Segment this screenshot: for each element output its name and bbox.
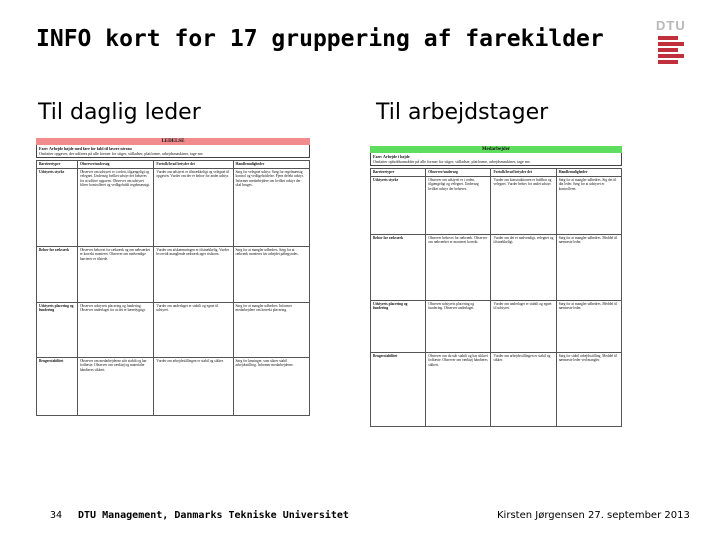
column-header: Observer/undersøg bbox=[426, 169, 491, 177]
leader-table-header-row bbox=[37, 161, 310, 169]
leader-heading: Til daglig leder bbox=[38, 100, 201, 125]
observe-cell: Observer om udstyret er i orden, tilgængeligt og velegnet. Undersøg hvilket udstyr der behøves. bbox=[426, 176, 491, 234]
interpret-cell: Vurder om konstruktionen er holdbar og velegnet. Vurder behov for andet udstyr. bbox=[491, 176, 556, 234]
observe-cell: Observer om medarbejderne står stabilt og har fodfæste. Observer om værktøj og materialer håndteres sikkert. bbox=[77, 357, 153, 415]
act-cell: Sørg for at mangler udbedres. Meddel til nærmeste leder. bbox=[556, 300, 621, 352]
barrier-type: Udstyrets styrke bbox=[371, 176, 426, 234]
interpret-cell: Vurder om afskærmningen er tilstrækkelig. Vurder hvorvidt manglende rækværk øger risikoen. bbox=[154, 246, 233, 302]
act-cell: Sørg for velegnet udstyr. Sørg for regelmæssig kontrol og vedligeholdelse. Fjern defekt udstyr. Informer medarbejdere om hvilket udstyr der skal bruges. bbox=[233, 168, 309, 246]
worker-table-header-row bbox=[371, 169, 622, 177]
barrier-type: Udstyrets placering og fundering bbox=[371, 300, 426, 352]
dtu-logo-bars bbox=[658, 36, 684, 66]
slide-title: INFO kort for 17 gruppering af farekilder bbox=[36, 26, 604, 52]
column-header: Barrieretyper bbox=[371, 169, 426, 177]
table-row bbox=[37, 302, 310, 357]
act-cell: Sørg for at mangler udbedres. Informer medarbejdere om korrekt placering. bbox=[233, 302, 309, 357]
table-row bbox=[371, 300, 622, 352]
column-header: Fortolk/hvad betyder det bbox=[154, 161, 233, 169]
barrier-type: Udstyrets styrke bbox=[37, 168, 78, 246]
table-row bbox=[37, 246, 310, 302]
table-row bbox=[37, 168, 310, 246]
leader-card-intro bbox=[36, 145, 310, 158]
column-header: Handlemuligheder bbox=[233, 161, 309, 169]
interpret-cell: Vurder om udstyret er tilstrækkeligt og velegnet til opgaven. Vurder om der er behov for andet udstyr. bbox=[154, 168, 233, 246]
column-header: Handlemuligheder bbox=[556, 169, 621, 177]
act-cell: Sørg for at mangler udbedres. Sørg for at rækværk monteres før arbejdet påbegyndes. bbox=[233, 246, 309, 302]
author-date: Kirsten Jørgensen 27. september 2013 bbox=[497, 510, 690, 521]
barrier-type: Brugerstabilitet bbox=[371, 352, 426, 426]
dtu-logo-text: DTU bbox=[656, 18, 686, 33]
act-cell: Sørg for løsninger, som sikrer stabil arbejdsstilling. Informer medarbejderne. bbox=[233, 357, 309, 415]
leader-info-card bbox=[36, 138, 310, 443]
worker-card-header: Medarbejder bbox=[370, 146, 622, 153]
worker-card-intro bbox=[370, 153, 622, 166]
table-row bbox=[371, 234, 622, 300]
interpret-cell: Vurder om underlaget er stabilt og egnet til udstyret. bbox=[154, 302, 233, 357]
interpret-cell: Vurder om underlaget er stabilt og egnet til udstyret. bbox=[491, 300, 556, 352]
leader-card-intro-text: Omfatter opgaver, der udføres på alle former for stiger, stilladser, platforme, arbejdsmaskiner, tage mv. bbox=[39, 151, 204, 156]
worker-heading: Til arbejdstager bbox=[376, 100, 549, 125]
worker-card-intro-text: Omfatter opholdsområder på alle former for stiger, stilladser, platforme, arbejdsmaskiner, tage mv. bbox=[373, 159, 531, 164]
barrier-type: Brugerstabilitet bbox=[37, 357, 78, 415]
observe-cell: Observer om du står stabilt og har sikkert fodfæste. Observer om værktøj håndteres sikkert. bbox=[426, 352, 491, 426]
column-header: Barrieretyper bbox=[37, 161, 78, 169]
leader-card-table bbox=[36, 160, 310, 416]
observe-cell: Observer udstyrets placering og fundering. Observer underlaget. bbox=[426, 300, 491, 352]
column-header: Fortolk/hvad betyder det bbox=[491, 169, 556, 177]
table-row bbox=[371, 176, 622, 234]
observe-cell: Observer om udstyret er i orden, tilgængeligt og velegnet. Undersøg hvilket udstyr der behøves for at udføre opgaven. Observer om udstyret bliver kontrolleret og vedligeholdt regelmæssigt. bbox=[77, 168, 153, 246]
barrier-type: Behov for rækværk bbox=[371, 234, 426, 300]
observe-cell: Observer udstyrets placering og fundering. Observer underlaget for at det er bæredygtigt. bbox=[77, 302, 153, 357]
organization-name: DTU Management, Danmarks Tekniske Universitet bbox=[78, 510, 349, 521]
page-number: 34 bbox=[50, 510, 63, 521]
worker-card-intro-title: Fare: Arbejde i højde bbox=[373, 154, 410, 159]
barrier-type: Behov for rækværk bbox=[37, 246, 78, 302]
column-header: Observer/undersøg bbox=[77, 161, 153, 169]
table-row bbox=[37, 357, 310, 415]
worker-card-table bbox=[370, 168, 622, 427]
act-cell: Sørg for at mangler udbedres. Meddel til nærmeste leder. bbox=[556, 234, 621, 300]
act-cell: Sørg for stabil arbejdsstilling. Meddel til nærmeste leder ved mangler. bbox=[556, 352, 621, 426]
observe-cell: Observer behovet for rækværk. Observer om rækværket er monteret korrekt. bbox=[426, 234, 491, 300]
table-row bbox=[371, 352, 622, 426]
interpret-cell: Vurder om arbejdsstillingen er stabil og sikker. bbox=[491, 352, 556, 426]
leader-card-header: LEDELSE bbox=[36, 138, 310, 145]
leader-card-intro-title: Fare: Arbejde højde med fare for fald til lavere niveau bbox=[39, 146, 132, 151]
observe-cell: Observer behovet for rækværk og om rækværket er korrekt monteret. Observer om nødvendige barrierer er tilstede. bbox=[77, 246, 153, 302]
dtu-logo bbox=[656, 18, 692, 68]
interpret-cell: Vurder om det er nødvendigt, velegnet og tilstrækkeligt. bbox=[491, 234, 556, 300]
interpret-cell: Vurder om arbejdsstillingen er stabil og sikker. bbox=[154, 357, 233, 415]
act-cell: Sørg for at mangler udbedres. Sig det til din leder. Sørg for at udstyret er kontrolleret. bbox=[556, 176, 621, 234]
worker-info-card bbox=[370, 146, 622, 438]
barrier-type: Udstyrets placering og fundering bbox=[37, 302, 78, 357]
